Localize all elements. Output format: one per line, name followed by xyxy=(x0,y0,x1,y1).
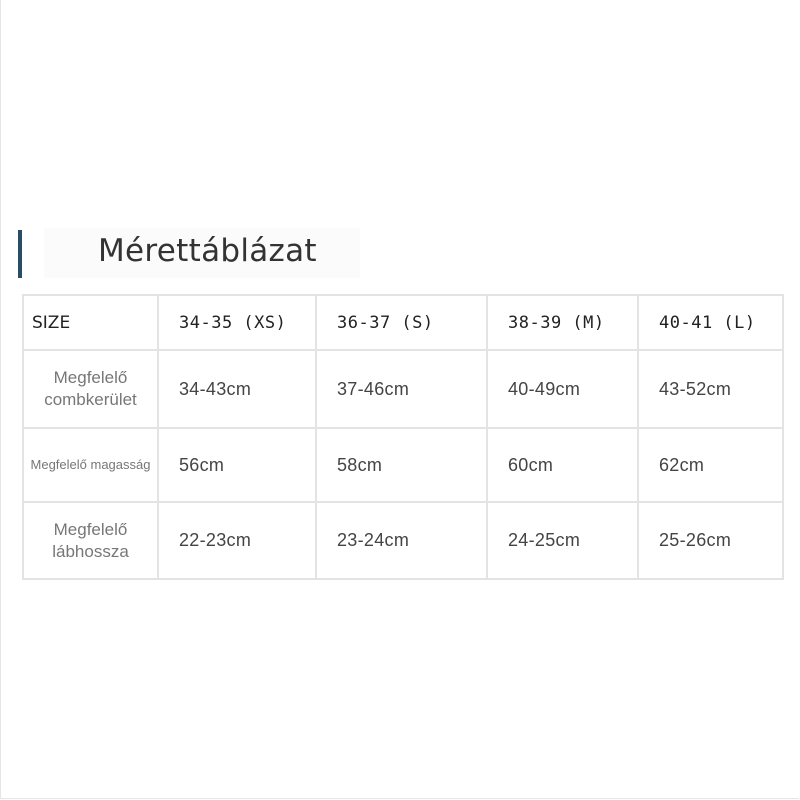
table-cell: 24-25cm xyxy=(487,502,638,579)
table-cell: 60cm xyxy=(487,428,638,502)
page-title: Mérettáblázat xyxy=(98,233,317,269)
title-accent-bar xyxy=(18,230,22,278)
row-label-leg-length xyxy=(23,502,158,579)
row-label-thigh xyxy=(23,350,158,428)
row-label-line: lábhossza xyxy=(52,541,129,561)
table-cell: 40-49cm xyxy=(487,350,638,428)
row-label-line: Megfelelő xyxy=(53,368,128,387)
table-cell: 23-24cm xyxy=(316,502,487,579)
table-cell: 37-46cm xyxy=(316,350,487,428)
header-l: 40-41 (L) xyxy=(638,295,783,350)
header-size: SIZE xyxy=(23,295,158,350)
row-label-line: Megfelelő magasság xyxy=(30,457,151,472)
row-label-height xyxy=(23,428,158,502)
row-label-line: combkerület xyxy=(44,390,137,409)
header-s: 36-37 (S) xyxy=(316,295,487,350)
table-cell: 25-26cm xyxy=(638,502,783,579)
size-chart-table xyxy=(22,294,784,580)
table-row xyxy=(23,350,783,428)
row-label-line: Megfelelő xyxy=(53,519,128,539)
header-m: 38-39 (M) xyxy=(487,295,638,350)
table-cell: 58cm xyxy=(316,428,487,502)
header-row xyxy=(23,295,783,350)
table-row xyxy=(23,428,783,502)
table-row xyxy=(23,502,783,579)
table-cell: 56cm xyxy=(158,428,316,502)
table-cell: 34-43cm xyxy=(158,350,316,428)
table-cell: 22-23cm xyxy=(158,502,316,579)
table-cell: 62cm xyxy=(638,428,783,502)
table-cell: 43-52cm xyxy=(638,350,783,428)
header-xs: 34-35 (XS) xyxy=(158,295,316,350)
